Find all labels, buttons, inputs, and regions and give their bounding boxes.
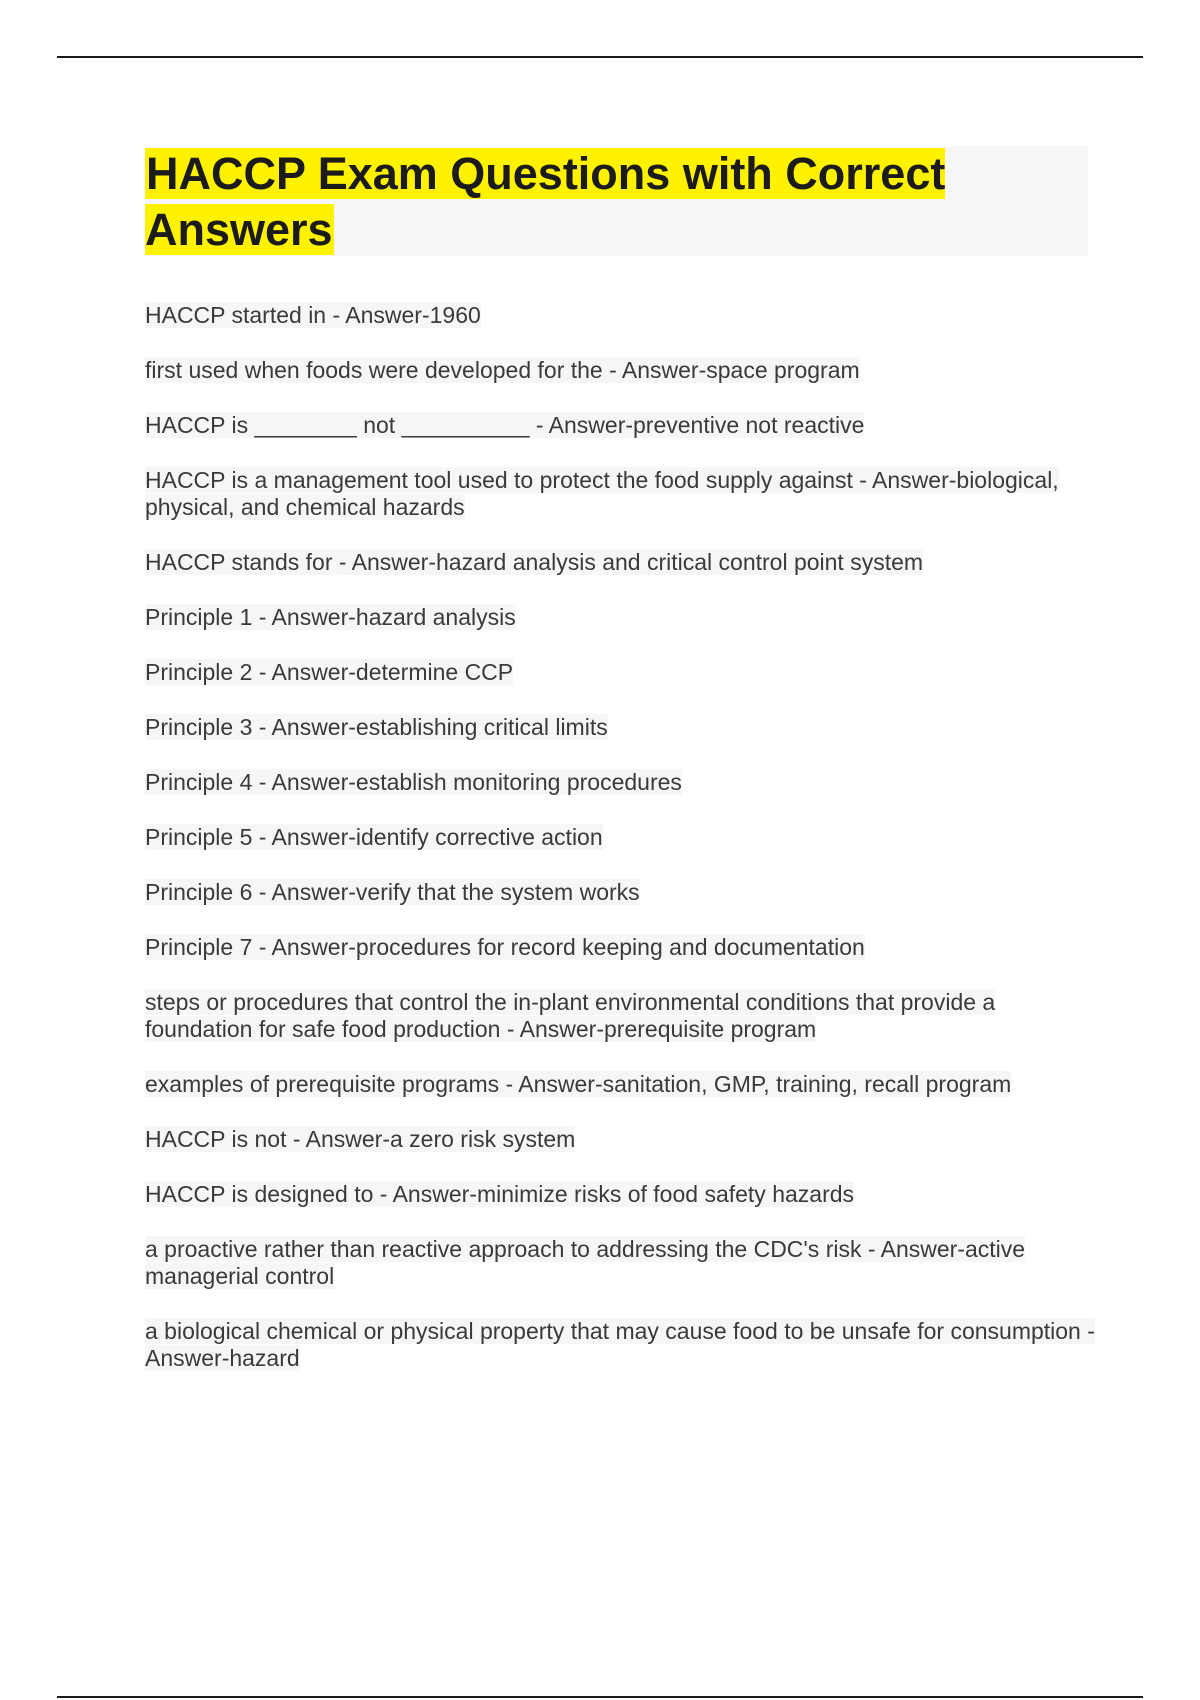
qa-item	[145, 549, 1095, 576]
qa-text: Principle 3 - Answer-establishing critical limits	[145, 714, 608, 740]
footer-rule	[57, 1696, 1143, 1698]
qa-text: Principle 7 - Answer-procedures for record keeping and documentation	[145, 934, 865, 960]
qa-item	[145, 467, 1095, 521]
qa-item	[145, 1071, 1095, 1098]
qa-item	[145, 824, 1095, 851]
qa-text: HACCP is designed to - Answer-minimize risks of food safety hazards	[145, 1181, 855, 1207]
qa-item	[145, 1236, 1095, 1290]
qa-item	[145, 604, 1095, 631]
qa-item	[145, 302, 1095, 329]
title-highlight: HACCP Exam Questions with Correct Answers	[145, 148, 946, 255]
header-rule	[57, 56, 1143, 58]
page-title	[145, 146, 1045, 258]
qa-item	[145, 1181, 1095, 1208]
qa-text: HACCP is ________ not __________ - Answer-preventive not reactive	[145, 412, 865, 438]
qa-text: Principle 2 - Answer-determine CCP	[145, 659, 514, 685]
qa-item	[145, 714, 1095, 741]
qa-text: Principle 6 - Answer-verify that the system works	[145, 879, 640, 905]
qa-text: a proactive rather than reactive approach to addressing the CDC's risk - Answer-active managerial control	[145, 1236, 1026, 1289]
qa-list	[145, 302, 1095, 1400]
qa-item	[145, 659, 1095, 686]
qa-text: HACCP stands for - Answer-hazard analysis and critical control point system	[145, 549, 924, 575]
qa-text: steps or procedures that control the in-plant environmental conditions that provide a foundation for safe food production - Answer-prerequisite program	[145, 989, 996, 1042]
title-block	[145, 146, 1088, 256]
qa-item	[145, 989, 1095, 1043]
qa-text: HACCP is a management tool used to protect the food supply against - Answer-biological, physical, and chemical hazards	[145, 467, 1059, 520]
qa-text: examples of prerequisite programs - Answer-sanitation, GMP, training, recall program	[145, 1071, 1012, 1097]
qa-item	[145, 769, 1095, 796]
qa-item	[145, 357, 1095, 384]
qa-text: Principle 1 - Answer-hazard analysis	[145, 604, 516, 630]
qa-text: HACCP started in - Answer-1960	[145, 302, 481, 328]
qa-item	[145, 879, 1095, 906]
qa-item	[145, 1318, 1095, 1372]
qa-text: a biological chemical or physical property that may cause food to be unsafe for consumption - Answer-hazard	[145, 1318, 1095, 1371]
qa-text: first used when foods were developed for the - Answer-space program	[145, 357, 860, 383]
qa-text: Principle 4 - Answer-establish monitoring procedures	[145, 769, 682, 795]
qa-text: HACCP is not - Answer-a zero risk system	[145, 1126, 576, 1152]
qa-item	[145, 412, 1095, 439]
qa-item	[145, 934, 1095, 961]
qa-text: Principle 5 - Answer-identify corrective action	[145, 824, 603, 850]
qa-item	[145, 1126, 1095, 1153]
